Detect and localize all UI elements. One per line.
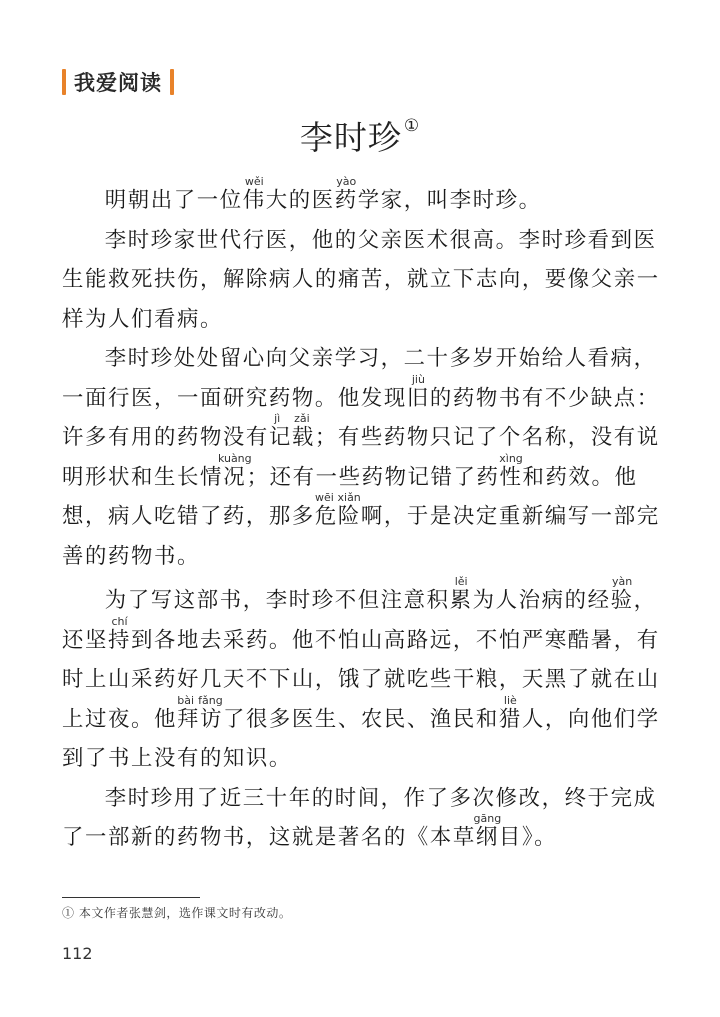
- text-run: 到各地去采药。他不怕山高路远，不怕严寒酷暑，有时上山采药好几天不下山，饿了就吃些干粮，天黑了就在山上过夜。他: [62, 627, 660, 732]
- pinyin-annotated-word: 持chí: [107, 614, 131, 653]
- pinyin-annotated-word: 验yàn: [610, 575, 634, 613]
- pinyin: wēi xiǎn: [314, 491, 361, 504]
- text-run: 了很多医生、农民、渔民和: [222, 706, 499, 732]
- pinyin: kuàng: [217, 451, 252, 465]
- text-run: 啊，于是决定重新编写一部完善的药物书。: [62, 504, 660, 569]
- paragraph: [62, 779, 672, 858]
- text-run: 人，向他们学到了书上没有的知识。: [62, 706, 660, 771]
- text-run: 目》。: [498, 825, 558, 850]
- pinyin-annotated-word: 伟wěi: [242, 175, 266, 213]
- tag-left-bar: [62, 69, 66, 95]
- text-run: 李时珍用了近三十年的时间，作了多次修改，终于完成了一部新的药物书，这就是著名的《本草: [62, 785, 657, 850]
- pinyin-annotated-word: 猎liè: [498, 693, 522, 732]
- pinyin-annotated-word: 累lěi: [449, 575, 473, 613]
- text-run: ；还有一些药物记错了药: [246, 464, 500, 490]
- text-run: ；有些药物只记了个名称，没有说明形状和生长情: [62, 425, 660, 490]
- pinyin-annotated-word: 危险wēi xiǎn: [314, 491, 361, 529]
- pinyin: chí: [107, 614, 131, 628]
- paragraph: [62, 176, 672, 221]
- text-run: 和药效。他想，病人吃错了药，那多: [62, 464, 638, 529]
- pinyin-annotated-word: 拜访bài fǎng: [176, 693, 223, 732]
- paragraph: [62, 339, 672, 576]
- pinyin: yàn: [610, 575, 634, 588]
- paragraph: [62, 221, 672, 340]
- pinyin: liè: [498, 693, 522, 707]
- text-run: 为人治病的经: [472, 588, 611, 613]
- pinyin: jì zǎi: [268, 412, 315, 425]
- pinyin-annotated-word: 性xìng: [499, 451, 523, 490]
- footnote: ① 本文作者张慧剑，选作课文时有改动。: [62, 906, 292, 920]
- pinyin: gāng: [473, 812, 502, 825]
- text-run: 学家，叫李时珍。: [357, 188, 542, 213]
- page-number: 112: [62, 944, 93, 963]
- text-run: 李时珍处处留心向父亲学习，二十多岁开始给人看病，一面行医，一面研究药物。他发现: [62, 346, 657, 411]
- tag-right-bar: [170, 69, 174, 95]
- paragraph: [62, 576, 672, 779]
- pinyin: wěi: [242, 175, 266, 188]
- text-run: 李时珍家世代行医，他的父亲医术很高。李时珍看到医生能救死扶伤，解除病人的痛苦，就立下志向，要像父亲一样为人们看病。: [62, 227, 660, 332]
- pinyin-annotated-word: 记载jì zǎi: [268, 412, 315, 450]
- pinyin: yào: [334, 175, 358, 188]
- lesson-title-text: 李时珍: [299, 118, 402, 157]
- text-run: 明朝出了一位: [104, 188, 243, 213]
- pinyin: jiù: [406, 372, 430, 386]
- lesson-title: [0, 112, 720, 159]
- section-tag: [62, 66, 174, 98]
- pinyin-annotated-word: 旧jiù: [406, 372, 430, 411]
- pinyin: xìng: [499, 451, 523, 465]
- text-run: 为了写这部书，李时珍不但注意积: [104, 588, 450, 613]
- pinyin: bài fǎng: [176, 693, 223, 707]
- footnote-marker: ①: [403, 116, 421, 136]
- pinyin-annotated-word: 药yào: [334, 175, 358, 213]
- footnote-divider: [62, 897, 200, 898]
- pinyin-annotated-word: 纲gāng: [473, 812, 502, 850]
- text-run: 的药物书有不少缺点：许多有用的药物没有: [62, 385, 660, 450]
- pinyin: lěi: [449, 575, 473, 588]
- section-label: 我爱阅读: [74, 71, 162, 95]
- pinyin-annotated-word: 况kuàng: [217, 451, 252, 490]
- lesson-body: [62, 176, 672, 858]
- text-run: ，还坚: [62, 588, 657, 653]
- text-run: 大的医: [265, 188, 335, 213]
